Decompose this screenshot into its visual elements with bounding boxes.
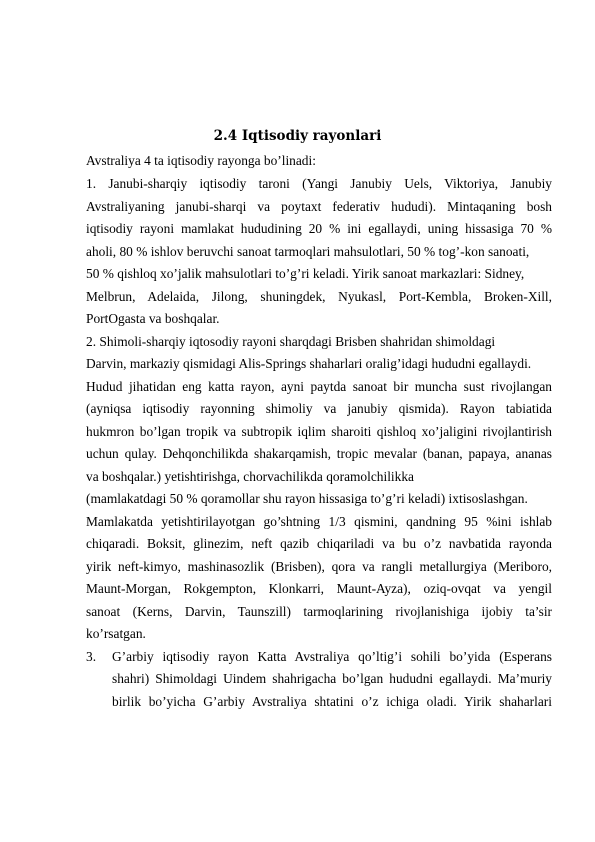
text-line: (mamlakatdagi 50 % qoramollar shu rayon hissasiga to’g’ri keladi) ixtisoslashgan. <box>86 491 528 506</box>
text-line: PortOgasta va boshqalar. <box>86 311 220 326</box>
text-line: 1. Janubi-sharqiy iqtisodiy taroni (Yangi Janubiy Uels, Viktoriya, Janubiy <box>86 176 552 191</box>
text-line: Maunt-Morgan, Rokgempton, Klonkarri, Maunt-Ayza), oziq-ovqat va yengil <box>86 581 552 596</box>
text-line: yirik neft-kimyo, mashinasozlik (Brisben), qora va rangli metallurgiya (Meriboro, <box>86 558 552 574</box>
text-line: hukmron bo’lgan tropik va subtropik iqlim sharoiti qishloq xo’jaligini rivojlantirish <box>86 423 552 439</box>
text-line: Melbrun, Adelaida, Jilong, shuningdek, Nyukasl, Port-Kembla, Broken-Xill, <box>86 288 552 304</box>
text-line: shahri) Shimoldagi Uindem shahrigacha bo’lgan hududni egallaydi. Ma’muriy <box>112 671 552 686</box>
text-line: ko’rsatgan. <box>86 626 146 641</box>
text-line: Mamlakatda yetishtirilayotgan go’shtning 1/3 qismini, qandning 95 %ini ishlab <box>86 513 552 529</box>
text-line: 2. Shimoli-sharqiy iqtosodiy rayoni sharqdagi Brisben shahridan shimoldagi <box>86 333 496 349</box>
text-line: birlik bo’yicha G’arbiy Avstraliya shtatini o’z ichiga oladi. Yirik shaharlari <box>112 693 552 709</box>
text-line: uchun qulay. Dehqonchilikda shakarqamish, tropic mevalar (banan, papaya, ananas <box>86 446 552 461</box>
text-line: Darvin, markaziy qismidagi Alis-Springs shaharlari oralig’idagi hududni egallaydi. <box>86 356 532 371</box>
body-text <box>86 173 552 646</box>
intro-line <box>86 150 552 173</box>
text-line: Hudud jihatidan eng katta rayon, ayni paytda sanoat bir muncha sust rivojlangan <box>86 378 552 394</box>
intro-text: Avstraliya 4 ta iqtisodiy rayonga bo’linadi: <box>86 153 316 168</box>
text-line: sanoat (Kerns, Darvin, Taunszill) tarmoqlarining rivojlanishiga ijobiy ta’sir <box>86 603 552 619</box>
text-line: iqtisodiy rayoni mamlakat hududining 20 % ini egallaydi, uning hissasiga 70 % <box>86 221 552 236</box>
text-line: G’arbiy iqtisodiy rayon Katta Avstraliya qo’ltig’i sohili bo’yida (Esperans <box>112 648 552 664</box>
text-line: Avstraliyaning janubi-sharqi va poytaxt federativ hududi). Mintaqaning bosh <box>86 198 552 214</box>
text-line: chiqaradi. Boksit, glinezim, neft qazib chiqariladi va bu o’z navbatida rayonda <box>86 536 552 551</box>
list-item-3 <box>112 646 552 714</box>
text-line: 50 % qishloq xo’jalik mahsulotlari to’g’ri keladi. Yirik sanoat markazlari: Sidney, <box>86 266 525 281</box>
text-line: aholi, 80 % ishlov beruvchi sanoat tarmoqlari mahsulotlari, 50 % tog’-kon sanoati, <box>86 243 530 259</box>
list-number-3: 3. <box>86 648 97 664</box>
text-line: (ayniqsa iqtisodiy rayonning shimoliy va janubiy qismida). Rayon tabiatida <box>86 401 552 416</box>
section-heading: 2.4 Iqtisodiy rayonlari <box>213 128 382 144</box>
text-line: va boshqalar.) yetishtirishga, chorvachilikda qoramolchilikka <box>86 468 414 484</box>
